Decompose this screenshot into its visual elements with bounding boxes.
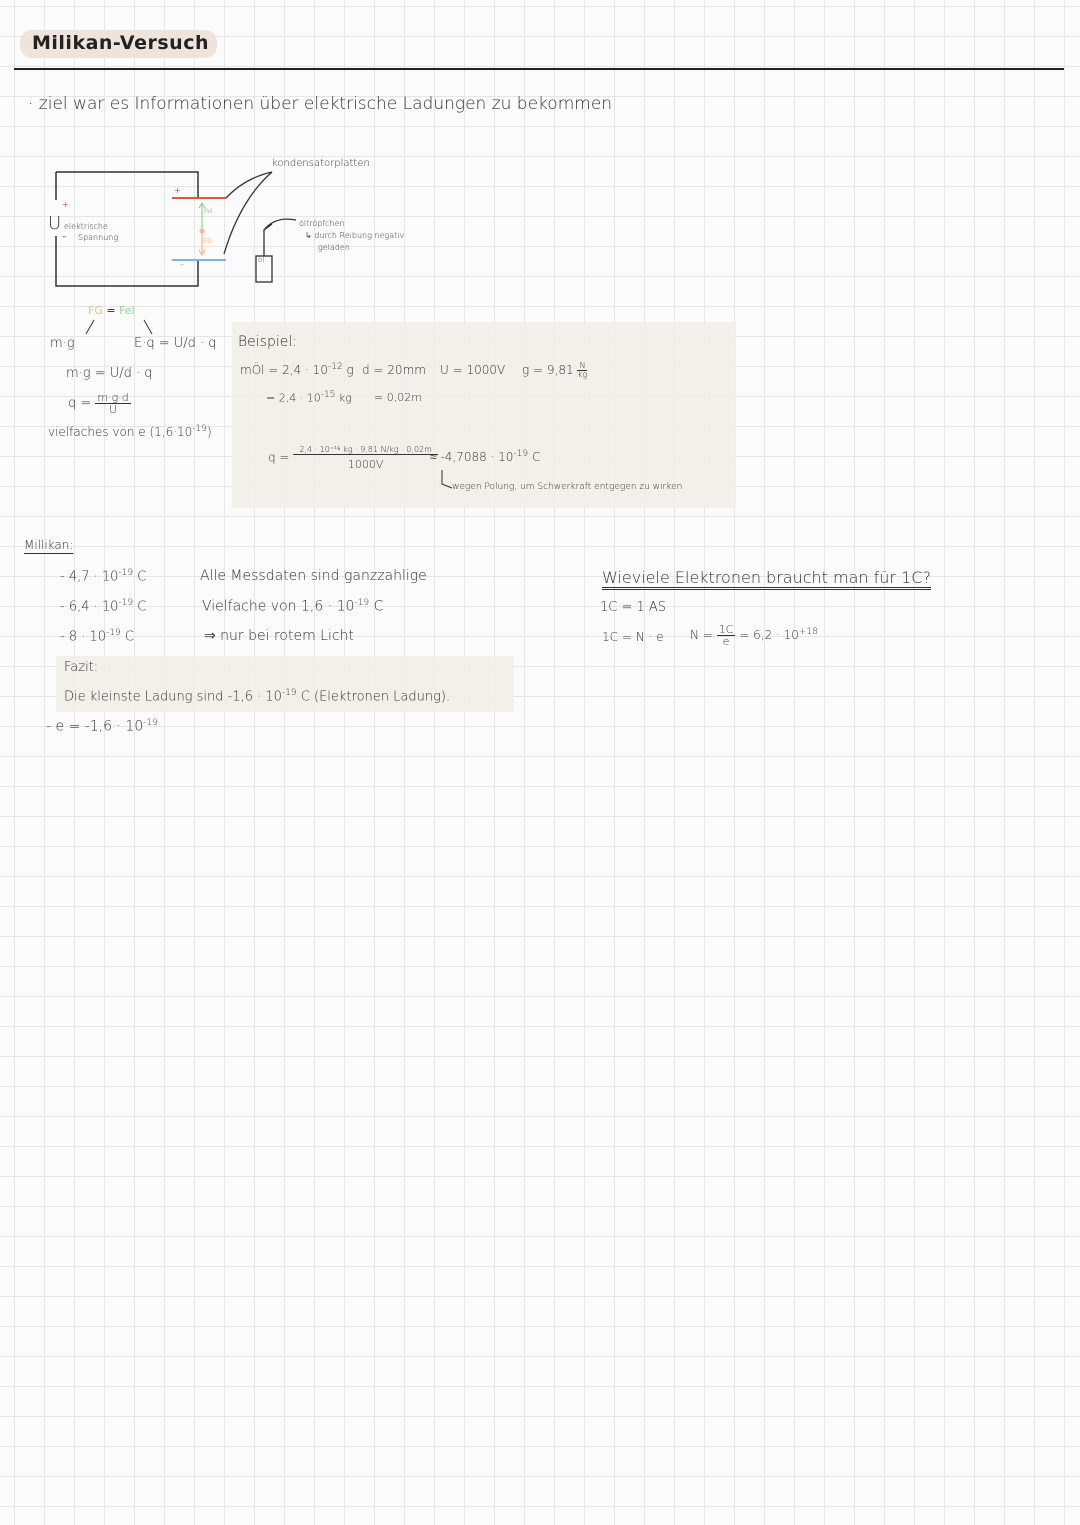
- note-2-exp: -19: [354, 598, 370, 608]
- intro-text: · ziel war es Informationen über elektrische Ladungen zu bekommen: [28, 94, 613, 114]
- n-denominator: e: [722, 635, 730, 648]
- fel-term: Fel: [119, 304, 135, 317]
- millikan-heading: Millikan:: [24, 538, 74, 552]
- value-1-num: - 4,7 · 10: [60, 569, 119, 585]
- gravity-value: g = 9,81: [522, 363, 574, 377]
- derivation-line-2: m·g = U/d · q: [66, 366, 153, 381]
- note-2-text: Vielfache von 1,6 · 10: [202, 598, 355, 615]
- derivation-line-4: [48, 424, 212, 439]
- value-1-exp: -19: [118, 568, 134, 578]
- droplet-label-1: öltröpfchen: [299, 219, 345, 228]
- voltage-symbol: U: [48, 213, 62, 234]
- q-result-exp: -19: [513, 449, 529, 459]
- q-result-value: ≈ -4,7088 · 10: [430, 450, 514, 464]
- n-lhs: N =: [690, 628, 713, 642]
- millikan-note-2: [202, 598, 383, 615]
- electrons-line-1: 1C = 1 AS: [600, 600, 667, 615]
- n-exp: +18: [798, 627, 818, 637]
- plate-minus-sign: –: [180, 260, 184, 269]
- plates-label: kondensatorplatten: [272, 158, 370, 169]
- electrons-question: [602, 568, 931, 587]
- value-2-exp: -19: [118, 598, 134, 608]
- value-2-num: - 6,4 · 10: [60, 599, 119, 615]
- voltage-label-1: elektrische: [64, 222, 108, 231]
- mass-conv-exp: -15: [320, 390, 336, 400]
- mass-exp: -12: [327, 362, 343, 372]
- e-exp: -19: [143, 718, 158, 728]
- value-3-num: - 8 · 10: [60, 629, 107, 645]
- plus-sign: +: [62, 200, 69, 209]
- value-1-unit: C: [137, 569, 147, 585]
- example-heading: Beispiel:: [238, 334, 297, 350]
- n-numerator: 1C: [718, 623, 734, 636]
- millikan-note-1: Alle Messdaten sind ganzzahlige: [200, 568, 427, 584]
- fg-term: FG: [88, 304, 103, 317]
- fel-label: Fel: [204, 208, 213, 215]
- note-2-unit: C: [373, 598, 384, 615]
- derivation-line-3: [68, 392, 131, 415]
- multiple-text: vielfaches von e (1,6·10: [48, 425, 193, 439]
- mass-unit: g: [346, 363, 354, 377]
- derivation-branches: [80, 318, 160, 338]
- gravity-unit-den: kg: [577, 370, 588, 379]
- derivation-line-1-left: m·g: [50, 336, 75, 351]
- fazit-end: C (Elektronen Ladung).: [300, 689, 451, 705]
- mass-conv-value: = 2,4 · 10: [266, 391, 321, 405]
- bottle-label: öl: [258, 256, 265, 264]
- plate-plus-sign: +: [174, 186, 181, 195]
- question-text: Wieviele Elektronen braucht man für 1C?: [602, 568, 931, 590]
- example-q-result: [430, 449, 540, 464]
- title-rule: [14, 68, 1064, 70]
- example-distance-conversion: = 0,02m: [374, 391, 422, 404]
- example-voltage: U = 1000V: [440, 363, 506, 377]
- gravity-unit-num: N: [579, 361, 586, 370]
- example-q-note: wegen Polung, um Schwerkraft entgegen zu wirken: [452, 482, 683, 492]
- page-title: Milikan-Versuch: [32, 32, 209, 54]
- q-numerator: m·g·d: [97, 391, 129, 404]
- voltage-label-2: Spannung: [78, 233, 119, 242]
- millikan-value-2: [60, 598, 146, 614]
- q-result-unit: C: [531, 450, 541, 464]
- title-highlight: [20, 30, 217, 58]
- q-calc-lhs: q =: [268, 450, 290, 465]
- droplet-label-3: geladen: [318, 243, 350, 252]
- q-lhs: q =: [68, 396, 92, 411]
- droplet-dot: [200, 229, 205, 234]
- mass-conv-unit: kg: [338, 391, 352, 405]
- fg-label: FG: [204, 238, 213, 245]
- millikan-note-3: ⇒ nur bei rotem Licht: [204, 628, 354, 644]
- fazit-exp: -19: [281, 688, 297, 698]
- example-mass: [240, 362, 354, 377]
- elementary-charge: [46, 718, 158, 735]
- fazit-value: Die kleinste Ladung sind -1,6 · 10: [64, 689, 282, 705]
- millikan-value-1: [60, 568, 146, 584]
- derivation-line-1-right: E·q = U/d · q: [134, 336, 217, 351]
- example-box: [232, 322, 736, 508]
- q-calc-numerator: 2,4 · 10⁻¹⁵ kg · 9,81 N/kg · 0,02m: [293, 446, 438, 455]
- example-mass-conversion: [266, 390, 352, 405]
- q-denominator: U: [109, 403, 118, 416]
- plates-pointer-1: [226, 172, 272, 198]
- electrons-n-formula: [690, 624, 818, 647]
- value-2-unit: C: [137, 599, 147, 615]
- fazit-label: Fazit:: [64, 660, 99, 675]
- electrons-line-2: 1C = N · e: [602, 630, 664, 644]
- millikan-value-3: [60, 628, 134, 644]
- mass-value: mÖl = 2,4 · 10: [240, 363, 328, 377]
- multiple-end: ): [207, 425, 212, 439]
- fazit-text: [64, 688, 450, 704]
- droplet-label-2: ↳ durch Reibung negativ: [305, 231, 405, 240]
- value-3-exp: -19: [106, 628, 121, 638]
- value-3-unit: C: [124, 629, 134, 645]
- plates-pointer-2: [224, 172, 272, 254]
- q-calc-denominator: 1000V: [347, 458, 384, 471]
- example-q-calc: [268, 446, 438, 470]
- minus-sign: –: [62, 232, 66, 241]
- e-value: - e = -1,6 · 10: [46, 718, 144, 735]
- force-balance: [88, 304, 135, 317]
- example-gravity: [522, 362, 587, 379]
- droplet-pointer: [264, 219, 296, 230]
- example-distance: d = 20mm: [362, 363, 426, 377]
- equals-sign: =: [106, 304, 116, 317]
- n-result: = 6,2 · 10: [739, 628, 799, 642]
- multiple-exp: -19: [192, 424, 207, 434]
